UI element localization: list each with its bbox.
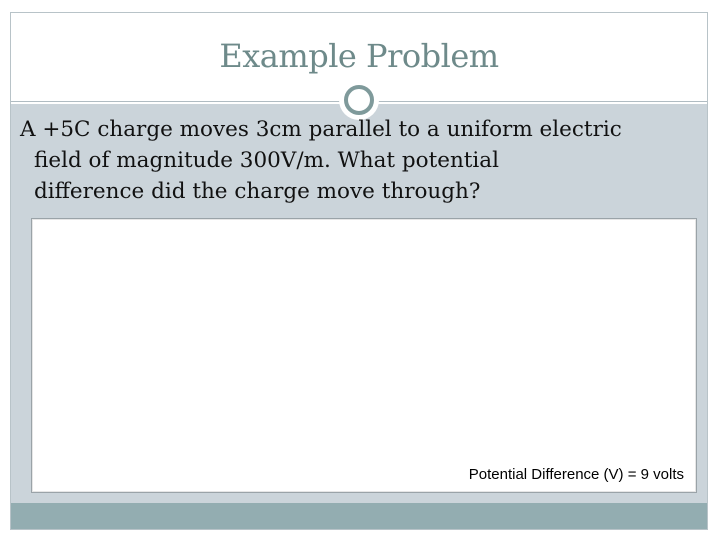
slide-title: Example Problem	[219, 37, 499, 75]
problem-line-2: field of magnitude 300V/m. What potential	[34, 148, 500, 173]
problem-line-1: A +5C charge moves 3cm parallel to a uniform electric	[20, 117, 622, 142]
problem-line-3: difference did the charge move through?	[34, 179, 481, 204]
problem-text	[20, 114, 690, 207]
answer-box	[31, 218, 697, 493]
ornament-ring	[344, 85, 374, 115]
footer-band	[11, 503, 707, 529]
answer-text: Potential Difference (V) = 9 volts	[468, 466, 684, 483]
